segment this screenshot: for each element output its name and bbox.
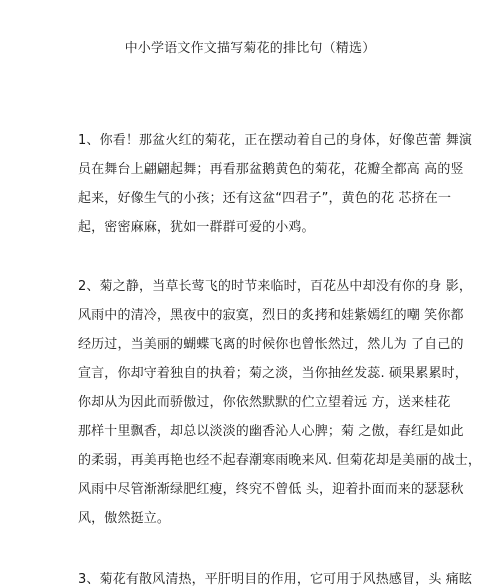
paragraph-line: 风雨中尽管渐渐绿肥红瘦，终究不曾低 头，迎着扑面而来的瑟瑟秋 xyxy=(78,482,464,497)
paragraph-line: 风，傲然挺立。 xyxy=(78,511,171,526)
paragraph-line: 起来，好像生气的小孩；还有这盆“四君子”，黄色的花 芯挤在一 xyxy=(78,191,452,206)
paragraph-2 xyxy=(78,272,482,533)
paragraph-1 xyxy=(78,126,473,242)
paragraph-line: 2、菊之静，当草长莺飞的时节来临时，百花丛中却没有你的身 影， xyxy=(78,279,473,294)
paragraph-line: 员在舞台上翩翩起舞；再看那盆鹅黄色的菊花，花瓣全都高 高的竖 xyxy=(78,162,464,177)
paragraph-line: 那样十里飘香，却总以淡淡的幽香沁人心脾；菊 之傲，春红是如此 xyxy=(78,424,464,439)
document-title: 中小学语文作文描写菊花的排比句（精选） xyxy=(124,41,376,56)
paragraph-line: 你却从为因此而骄傲过，你依然默默的伫立望着远 方，送来桂花 xyxy=(78,395,451,410)
paragraph-line: 3、菊花有散风清热，平肝明目的作用，它可用于风热感冒，头 痛眩 xyxy=(78,572,473,587)
paragraph-3 xyxy=(78,565,473,588)
paragraph-line: 1、你看！那盆火红的菊花，正在摆动着自己的身体，好像芭蕾 舞演 xyxy=(78,133,473,148)
paragraph-line: 宣言，你却守着独自的执着；菊之淡，当你抽丝发蕊. 硕果累累时， xyxy=(78,366,468,381)
paragraph-line: 经历过，当美丽的蝴蝶飞离的时候你也曾怅然过，然儿为 了自己的 xyxy=(78,337,464,352)
paragraph-line: 风雨中的清冷，黑夜中的寂寞，烈日的炙拷和娃紫嫣红的嘲 笑你都 xyxy=(78,308,464,323)
paragraph-line: 的柔弱，再美再艳也经不起春潮寒雨晚来风. 但菊花却是美丽的战士， xyxy=(78,453,482,468)
paragraph-line: 起，密密麻麻，犹如一群群可爱的小鸡。 xyxy=(78,220,315,235)
